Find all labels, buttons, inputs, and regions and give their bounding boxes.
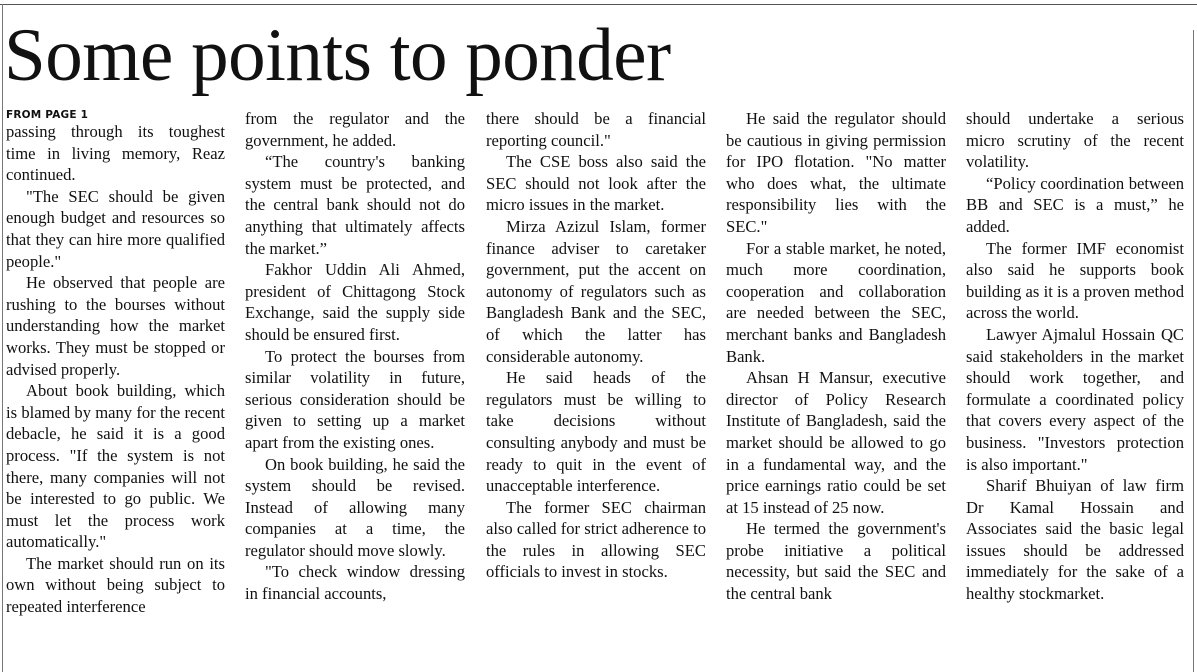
right-border-rule [1193,30,1194,672]
article-paragraph: The former SEC chairman also called for strict adherence to the rules in allowing SEC officials to invest in stocks. [486,497,706,582]
top-border-rule [0,4,1197,5]
article-paragraph: About book building, which is blamed by many for the recent debacle, he said it is a good process. "If the system is not there, many companies will not be interested to go public. We must let the process work automatically." [6,381,225,552]
article-paragraph: “The country's banking system must be protected, and the central bank should not do anything that ultimately affects the market.” [245,152,465,258]
article-paragraph: Sharif Bhuiyan of law firm Dr Kamal Hossain and Associates said the basic legal issues should be addressed immediately for the sake of a healthy stockmarket. [966,476,1184,604]
article-paragraph: For a stable market, he noted, much more coordination, cooperation and collaboration are needed between the SEC, merchant banks and Bangladesh Bank. [726,238,946,366]
article-paragraph: “Policy coordination between BB and SEC is a must,” he added. [966,173,1184,236]
article-paragraph: He termed the government's probe initiative a political necessity, but said the SEC and the central bank [726,519,946,604]
article-paragraph: The former IMF economist also said he supports book building as it is a proven method across the world. [966,238,1184,323]
article-paragraph: "To check window dressing in financial accounts, [245,562,465,604]
article-paragraph: Lawyer Ajmalul Hossain QC said stakeholders in the market should work together, and formulate a coordinated policy that covers every aspect of the business. "Investors protection is also important." [966,324,1184,474]
article-paragraph: He said heads of the regulators must be willing to take decisions without consulting anybody and must be ready to quit in the event of unacceptable interference. [486,368,706,496]
article-paragraph: On book building, he said the system should be revised. Instead of allowing many companies at a time, the regulator should move slowly. [245,454,465,560]
continuation-kicker: FROM PAGE 1 [6,109,89,121]
article-paragraph: "The SEC should be given enough budget and resources so that they can hire more qualified people." [6,186,225,271]
article-paragraph: Fakhor Uddin Ali Ahmed, president of Chittagong Stock Exchange, said the supply side should be ensured first. [245,260,465,344]
article-headline: Some points to ponder [4,14,671,97]
article-paragraph: He said the regulator should be cautious in giving permission for IPO flotation. "No matter who does what, the ultimate responsibility lies with the SEC." [726,109,946,236]
left-border-rule [2,4,3,672]
article-paragraph: To protect the bourses from similar volatility in future, serious consideration should be given to setting up a market apart from the existing ones. [245,346,465,452]
article-column-5 [966,108,1184,668]
article-paragraph: The market should run on its own without being subject to repeated interference [6,553,225,617]
article-column-4 [726,108,946,668]
article-paragraph: should undertake a serious micro scrutiny of the recent volatility. [966,109,1184,172]
article-paragraph: The CSE boss also said the SEC should not look after the micro issues in the market. [486,152,706,215]
article-paragraph: Mirza Azizul Islam, former finance adviser to caretaker government, put the accent on autonomy of regulators such as Bangladesh Bank and the SEC, of which the latter has considerable autonomy. [486,216,706,366]
article-column-2 [245,108,465,668]
article-paragraph: Ahsan H Mansur, executive director of Policy Research Institute of Bangladesh, said the market should be allowed to go in a fundamental way, and the price earnings ratio could be set at 15 instead of 25 now. [726,368,946,517]
article-paragraph: from the regulator and the government, he added. [245,109,465,150]
article-paragraph: there should be a financial reporting council." [486,109,706,150]
article-column-3 [486,108,706,668]
article-paragraph: He observed that people are rushing to the bourses without understanding how the market works. They must be stopped or advised properly. [6,273,225,379]
article-paragraph: passing through its toughest time in living memory, Reaz continued. [6,122,225,185]
article-column-1 [6,108,225,668]
